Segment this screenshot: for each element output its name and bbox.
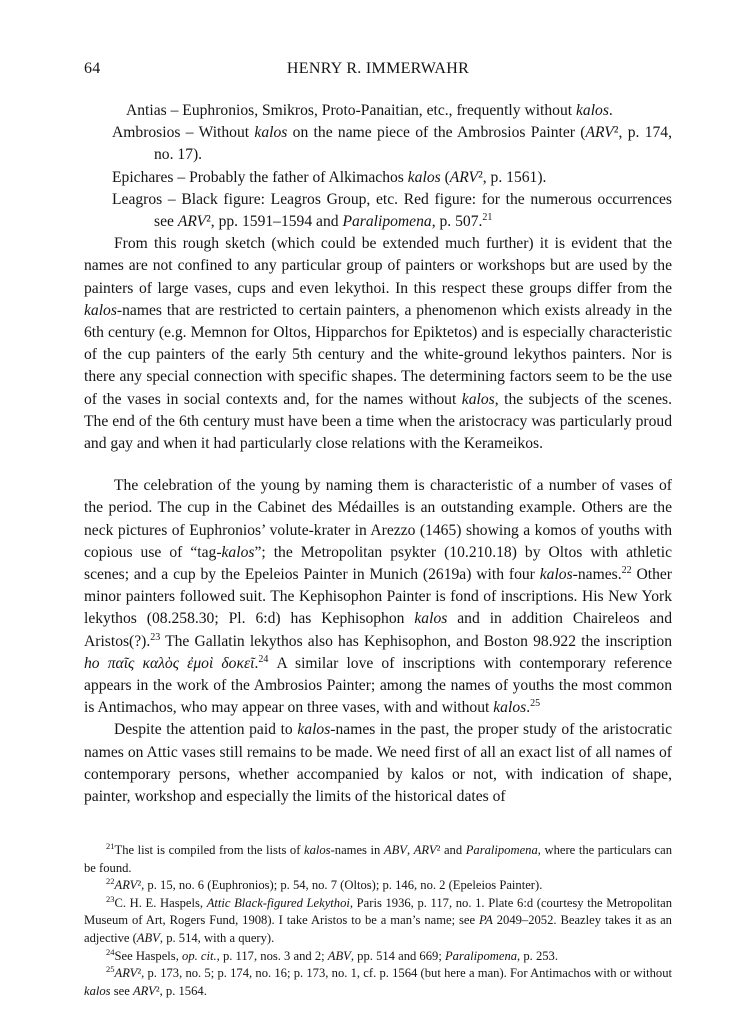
footnote-24: $^{24}$See Haspels, op. cit., p. 117, nos. 3 and 2; ABV, pp. 514 and 669; Paralipomena, p. 253.: [106, 946, 558, 963]
footnote-ref-24[interactable]: 24: [258, 653, 269, 665]
footnote-25: $^{25}$ARV², p. 173, no. 5; p. 174, no. 16; p. 173, no. 1, cf. p. 1564 (but here a man). For Antimachos with or without kalos see ARV², p. 1564.: [84, 963, 672, 998]
footnote-ref-22[interactable]: 22: [621, 564, 632, 576]
footnotes: [84, 842, 672, 1000]
main-text: [84, 100, 672, 808]
footnote-23: $^{23}$C. H. E. Haspels, Attic Black-figured Lekythoi, Paris 1936, p. 117, no. 1. Plate 6:d (courtesy the Metropolitan Museum of Art, Rogers Fund, 1908). I take Aristos to be a man’s name; see PA 2049–2052. Beazley takes it as an adjective (ABV, p. 514, with a query).: [84, 893, 673, 945]
paragraph-rough-sketch: From this rough sketch (which could be extended much further) it is evident that the names are not confined to any particular group of painters or workshops but are used by the painters of large vases, cups and even lekythoi. In this respect these groups differ from the kalos-names that are restricted to certain painters, a phenomenon which exists already in the 6th century (e.g. Memnon for Oltos, Hipparchos for Epiktetos) and is especially characteristic of the cup painters of the early 5th century and the white-ground lekythos painters. Nor is there any special connection with specific shapes. The determining factors seem to be the use of the vases in social contexts and, for the names without kalos, the subjects of the scenes. The end of the 6th century must have been a time when the aristocracy was particularly proud and gay and when it had particularly close relations with the Kerameikos.: [84, 235, 672, 453]
list-entry-epichares: Epichares – Probably the father of Alkimachos kalos (ARV², p. 1561).: [112, 168, 547, 186]
list-entry-antias: Antias – Euphronios, Smikros, Proto-Panaitian, etc., frequently without kalos.: [126, 102, 613, 119]
page-header: [84, 60, 672, 84]
running-head: HENRY R. IMMERWAHR: [286, 60, 470, 77]
footnote-21: $^{21}$The list is compiled from the lists of kalos-names in ABV, ARV² and Paralipomena, where the particulars can be found.: [84, 840, 672, 875]
footnote-22: $^{22}$ARV², p. 15, no. 6 (Euphronios); p. 54, no. 7 (Oltos); p. 146, no. 2 (Epeleios Painter).: [106, 876, 543, 893]
page-number: 64: [84, 60, 101, 77]
list-entry-leagros: Leagros – Black figure: Leagros Group, etc. Red figure: for the numerous occurrences see ARV², pp. 1591–1594 and Paralipomena, p. 507.21: [112, 190, 672, 231]
footnote-ref-25[interactable]: 25: [530, 698, 541, 710]
footnote-ref-23[interactable]: 23: [150, 631, 161, 643]
footnote-ref-21[interactable]: 21: [482, 211, 493, 223]
list-entry-ambrosios: Ambrosios – Without kalos on the name piece of the Ambrosios Painter (ARV², p. 174, no. 17).: [112, 124, 672, 164]
paragraph-despite: Despite the attention paid to kalos-names in the past, the proper study of the aristocratic names on Attic vases still remains to be made. We need first of all an exact list of all names of contemporary persons, whether accompanied by kalos or not, with indication of shape, painter, workshop and especially the limits of the historical dates of: [84, 721, 672, 806]
paragraph-celebration: The celebration of the young by naming them is characteristic of a number of vases of the period. The cup in the Cabinet des Médailles is an outstanding example. Others are the neck pictures of Euphronios’ volute-krater in Arezzo (1465) showing a komos of youths with copious use of “tag-kalos”; the Metropolitan psykter (10.210.18) by Oltos with athletic scenes; and a cup by the Epeleios Painter in Munich (2619a) with four kalos-names.$^{22}$ Other minor painters followed suit. The Kephisophon Painter is fond of inscriptions. His New York lekythos (08.258.30; Pl. 6:d) has Kephisophon kalos and in addition Chaireleos and Aristos(?).$^{23}$ The Gallatin lekythos also has Kephisophon, and Boston 98.922 the inscription ho παῖς καλὸς ἐμοὶ δοκεῖ.$^{24}$ A similar love of inscriptions with contemporary reference appears in the work of the Ambrosios Painter; among the names of youths the most common is Antimachos, who may appear on three vases, with and without kalos.$^{25}$: [84, 477, 672, 717]
